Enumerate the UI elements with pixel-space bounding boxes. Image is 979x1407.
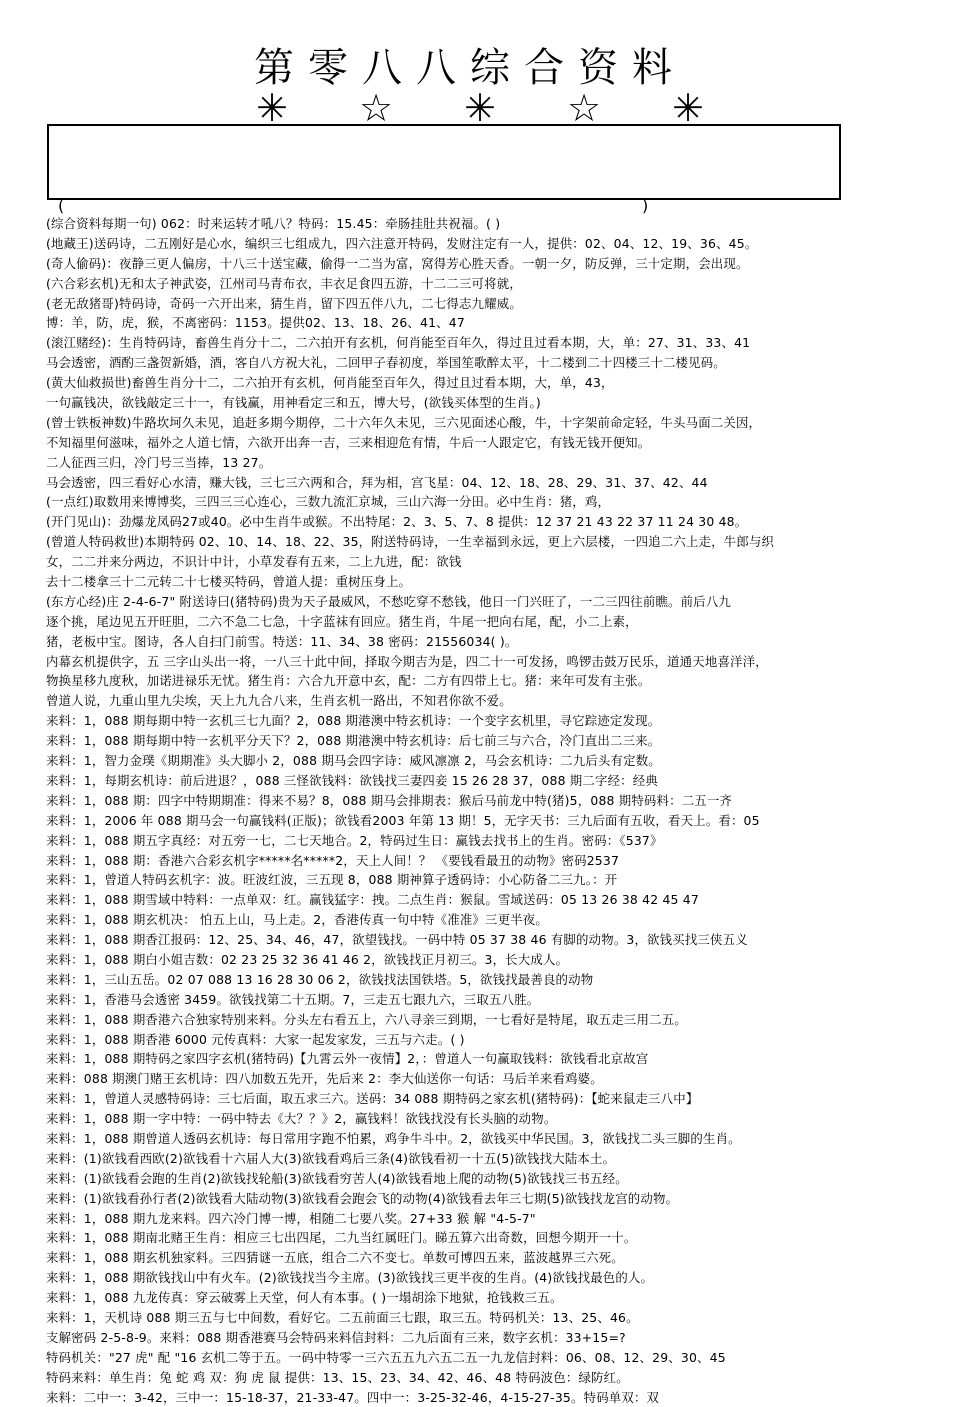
text-line: 去十二楼拿三十二元转二十七楼买特码，曾道人提：重树压身上。 [46, 574, 412, 590]
asterisk-icon: ✳ [464, 86, 496, 130]
text-line: 来料：1，每期玄机诗：前后进退？，088 三怪欲钱料：欲钱找三妻四妾 15 26 28 37，088 期二字经：经典 [46, 772, 658, 788]
text-line: 来料：1，088 期一字中特：一码中特去《大？？》2，赢钱料！欲钱找没有长头脑的动物。 [46, 1111, 557, 1127]
paren-right: ) [642, 196, 649, 215]
star-icon: ☆ [358, 86, 394, 130]
text-line: 支解密码 2-5-8-9。来料：088 期香港赛马会特码来料信封料：二九后面有三来，数字玄机：33+15=? [46, 1329, 626, 1345]
text-line: 内幕玄机提供字，五 三字山头出一将，一八三十此中间，择取今期吉为是，四二十一可发扬，鸣锣击鼓万民乐，道通天地喜洋洋， [46, 653, 768, 669]
text-line: 来料：1，088 期欲钱找山中有火车。(2)欲钱找当今主席。(3)欲钱找三更半夜的生肖。(4)欲钱找最色的人。 [46, 1270, 654, 1286]
text-line: 来料：1，2006 年 088 期马会一句赢钱料(正版)；欲钱看2003 年第 13 期！5，无字天书：三九后面有五收，看天上。看：05 [46, 812, 760, 828]
text-line: (六合彩玄机)无和太子神武姿，江州司马青布衣，丰衣足食四五游，十二二三可将就， [46, 275, 522, 291]
text-line: 逐个挑，尾边见五开旺胆，二六不急二七急，十字蓝袜有回应。猪生肖，牛尾一把向右尾，配，小二上素， [46, 613, 638, 629]
text-line: (滚江赌经)：生肖特码诗，畜兽生肖分十二，二六拍开有玄机，何肖能至百年久，得过且过看本期，大，单：27、31、33、41 [46, 335, 751, 351]
text-line: 来料：1，088 期曾道人透码玄机诗：每日常用字跑不怕累，鸡争牛斗中。2，欲钱买中华民国。3，欲钱找二头三脚的生肖。 [46, 1130, 741, 1146]
text-line: 来料：1，088 期九龙来料。四六冷门博一博，相随二七要八奖。27+33 猴 解 "4-5-7" [46, 1210, 536, 1226]
text-line: 来料：1，曾道人灵感特码诗：三七后面，取五求三六。送码：34 088 期特码之家玄机(猪特码)：【蛇来鼠走三八中】 [46, 1091, 699, 1107]
text-line: (综合资料每期一句) 062：时来运转才吼八？特码：15.45：牵肠挂肚共祝福。( ) [46, 216, 501, 231]
text-line: 来料：088 期澳门赌王玄机诗：四八加数五先开，先后来 2：李大仙送你一句话：马后羊来看鸡婆。 [46, 1071, 603, 1087]
text-line: 女，二二并来分两边，不识计中计，小草发春有五来，二上九进，配：欲钱 [46, 554, 462, 570]
text-line: 博：羊，防，虎，猴，不离密码：1153。提供02、13、18、26、41、47 [46, 315, 465, 331]
content-lines [46, 214, 961, 1407]
text-line: 来料：1，天机诗 088 期三五与七中间数，看好它。二五前面三七跟，取三五。特码机关：13、25、46。 [46, 1309, 639, 1325]
text-line: 不知福里何滋味，福外之人道七情，六欲开出奔一吉，三来相迎危有情，牛后一人跟定它，有钱无钱开便知。 [46, 434, 651, 450]
text-line: 来料：(1)欲钱看西欧(2)欲钱看十六届人大(3)欲钱看鸡后三条(4)欲钱看初一十五(5)欲钱找大陆本土。 [46, 1150, 616, 1166]
text-line: 来料：1，088 期：香港六合彩玄机字*****名*****2，天上人间！？ 《要钱看最丑的动物》密码2537 [46, 852, 620, 868]
text-line: 来料：1，088 期玄机独家料。三四猜谜一五底，组合二六不变七。单数可博四五来，蓝波越界三六死。 [46, 1250, 624, 1266]
star-row [250, 88, 710, 128]
text-line: 来料：1，智力金璞《期期准》头大脚小 2，088 期马会四字诗：威风凛凛 2，马会玄机诗：二九后头有定数。 [46, 753, 661, 769]
text-line: (地藏王)送码诗，二五刚好是心水，编织三七组成九，四六注意开特码，发财注定有一人，提供：02、04、12、19、36、45。 [46, 235, 758, 251]
text-line: 来料：1，088 期南北赌王生肖：相应三七出四尾，二九当红属旺门。睇五算六出奇数，回想今期开一十。 [46, 1230, 637, 1246]
text-line: (曾士铁板神数)牛路坎坷久未见，追赶多期今期停，二十六年久未见，三六见面述心酸，牛，十字架前命定轻，牛头马面二关因， [46, 414, 762, 430]
text-line: (开门见山)：劲爆龙凤码27或40。必中生肖牛或猴。不出特尾：2、3、5、7、8 提供：12 37 21 43 22 37 11 24 30 48。 [46, 514, 748, 530]
text-line: (曾道人特码救世)本期特码 02、10、14、18、22、35，附送特码诗，一生幸福到永远，更上六层楼，一四追二六上走，牛郎与织 [46, 534, 775, 550]
star-icon: ☆ [566, 86, 602, 130]
text-line: 物换星移九度秋，加诺进禄乐无忧。猪生肖：六合九开意中玄，配：二方有四带上七。猪：来年可发有主张。 [46, 673, 651, 689]
text-line: 来料：1，088 期香港六合独家特别来料。分头左右看五上，六八寻亲三到期，一七看好是特尾，取五走三用二五。 [46, 1011, 687, 1027]
text-line: 特码来料：单生肖：兔 蛇 鸡 双：狗 虎 鼠 提供：13、15、23、34、42、46、48 特码波色：绿防红。 [46, 1369, 629, 1385]
text-line: (东方心经)庄 2-4-6-7" 附送诗曰(猪特码)贵为天子最威风，不愁吃穿不愁钱，他日一门兴旺了，一二三四往前瞧。前后八九 [46, 593, 732, 609]
text-line: 来料：1，088 期白小姐吉数：02 23 25 32 36 41 46 2，欲钱找正月初三。3，长大成人。 [46, 951, 569, 967]
text-line: 马会透密，四三看好心水清，赚大钱，三七三六两和合，拜为相，宫飞星：04、12、18、28、29、31、37、42、44 [46, 474, 708, 490]
text-line: 来料：1，088 期玄机决： 怕五上山，马上走。2，香港传真一句中特《准准》三更半夜。 [46, 912, 548, 928]
text-line: 来料：1，088 期每期中特一玄机平分天下？2，088 期港澳中特玄机诗：后七前三与六合，冷门直出二三来。 [46, 733, 661, 749]
text-line: 来料：1，三山五岳。02 07 088 13 16 28 30 06 2，欲钱找法国铁塔。5，欲钱找最善良的动物 [46, 971, 594, 987]
text-line: 来料：1，088 九龙传真：穿云破雾上天堂，何人有本事。( )一塌胡涂下地狱，抢钱救三五。 [46, 1290, 563, 1306]
text-line: 来料：(1)欲钱看会跑的生肖(2)欲钱找轮船(3)欲钱看穷苦人(4)欲钱看地上爬的动物(5)欲钱找三书五经。 [46, 1170, 628, 1186]
text-line: (老无敌猪哥)特码诗，奇码一六开出来，猜生肖，留下四五伴八九，二七得志九耀威。 [46, 295, 522, 311]
empty-banner-box [47, 124, 841, 200]
page-title: 第零八八综合资料 [254, 45, 686, 91]
text-line: (黄大仙救损世)畜兽生肖分十二，二六拍开有玄机，何肖能至百年久，得过且过看本期，大，单，43， [46, 375, 614, 391]
text-line: 来料：1，088 期：四字中特期期准：得来不易？8，088 期马会排期表：猴后马前龙中特(猪)5，088 期特码料：二五一齐 [46, 792, 733, 808]
paren-left: ( [58, 196, 65, 215]
text-line: 来料：1，088 期香江报码：12、25、34、46，47，欲望钱找。一码中特 05 37 38 46 有脚的动物。3，欲钱买找三侠五义 [46, 932, 748, 948]
text-line: 来料：二中一：3-42，三中一：15-18-37，21-33-47。四中一：3-25-32-46，4-15-27-35。特码单双：双 [46, 1389, 660, 1405]
text-line: 来料：1，088 期雪域中特料：一点单双：红。赢钱猛字：拽。二点生肖：猴鼠。雪域送码：05 13 26 38 42 45 47 [46, 892, 699, 908]
text-line: (奇人偷码)：夜静三更人偏房，十八三十送宝藏，偷得一二当为富，窝得芳心胜天香。一朝一夕，防反弹，三十定期，会出现。 [46, 255, 749, 271]
text-line: 来料：1，曾道人特码玄机字：波。旺波红波，三五现 8，088 期神算子透码诗：小心防备二三九。：开 [46, 872, 618, 888]
text-line: 来料：1，088 期五字真经：对五旁一七，二七天地合。2，特码过生日：赢钱去找书上的生肖。密码：《537》 [46, 832, 663, 848]
text-line: 二人征西三归，冷门号三当捧，13 27。 [46, 454, 272, 470]
text-line: 马会透密，酒酌三盏贺新婚，酒，客自八方祝大礼，二回甲子春初度，举国笙歌醉太平，十二楼到二十四楼三十二楼见码。 [46, 355, 726, 371]
text-line: 来料：1，香港马会透密 3459。欲钱找第二十五期。7，三走五七跟九六，三取五八胜。 [46, 991, 540, 1007]
text-line: 一句赢钱决，欲钱敲定三十一，有钱赢，用神看定三和五，博大号，(欲钱买体型的生肖。) [46, 395, 541, 411]
asterisk-icon: ✳ [672, 86, 704, 130]
text-line: 来料：1，088 期香港 6000 元传真料：大家一起发家发，三五与六走。( ) [46, 1031, 465, 1047]
text-line: 来料：1，088 期特码之家四字玄机(猪特码)【九霄云外一夜情】2，：曾道人一句赢取钱料：欲钱看北京故宫 [46, 1051, 649, 1067]
text-line: 来料：1，088 期每期中特一玄机三七九面？2，088 期港澳中特玄机诗：一个变字玄机里，寻它踪迹定发现。 [46, 713, 661, 729]
text-line: 特码机关："27 虎" 配 "16 玄机二等于五。一码中特零一三六五五九六五二五一九龙信封料：06、08、12、29、30、45 [46, 1349, 726, 1365]
text-line: 曾道人说，九重山里九尖埃，天上九九合八来，生肖玄机一路出，不知君你欲不爱。 [46, 693, 512, 709]
asterisk-icon: ✳ [256, 86, 288, 130]
text-line: 来料：(1)欲钱看孙行者(2)欲钱看大陆动物(3)欲钱看会跑会飞的动物(4)欲钱看去年三七期(5)欲钱找龙宫的动物。 [46, 1190, 679, 1206]
text-line: (一点红)取数用来博博奖，三四三三心连心，三数九流汇京城，三山六海一分田。必中生肖：猪，鸡， [46, 494, 611, 510]
text-line: 猪，老板中宝。图诗，各人自扫门前雪。特送：11、34、38 密码：21556034( )。 [46, 633, 518, 649]
